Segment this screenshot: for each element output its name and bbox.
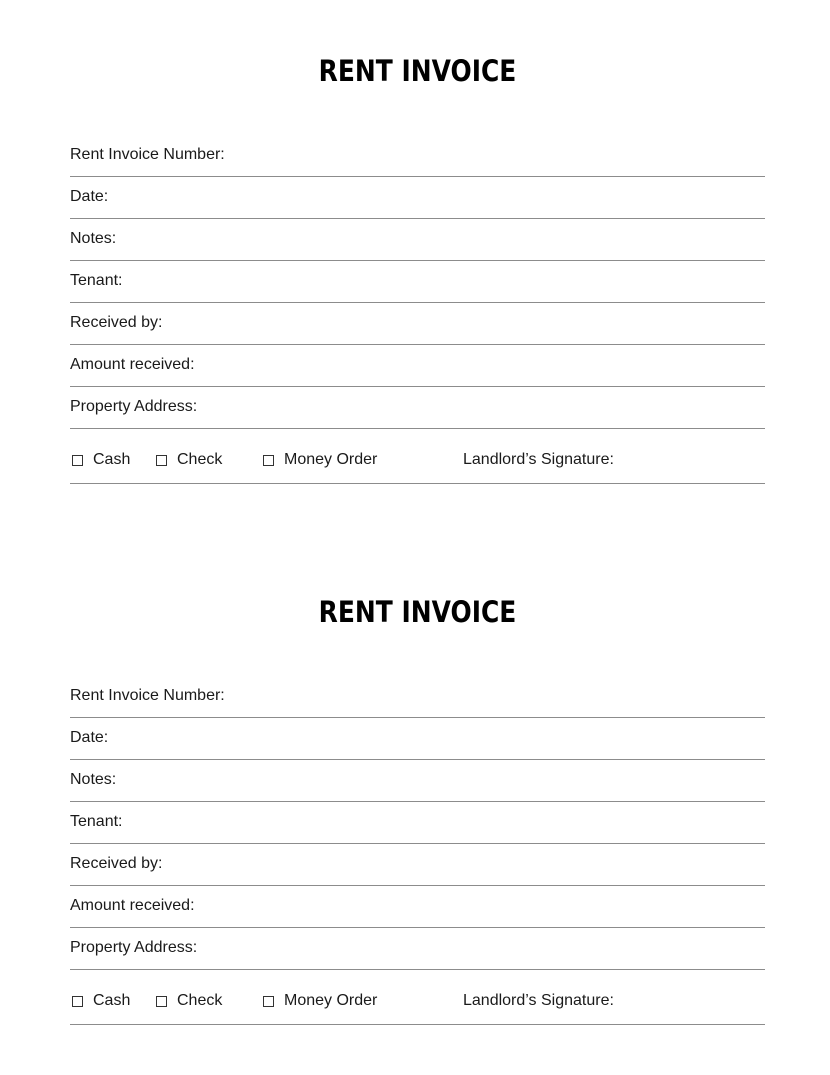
amount-received-label: Amount received: xyxy=(70,356,195,373)
cash-label: Cash xyxy=(93,451,131,468)
tenant-field[interactable] xyxy=(70,261,765,303)
property-address-field[interactable] xyxy=(70,928,765,970)
date-field[interactable] xyxy=(70,718,765,760)
money-order-label: Money Order xyxy=(284,992,378,1009)
invoice-number-field[interactable] xyxy=(70,676,765,718)
tenant-label: Tenant: xyxy=(70,272,123,289)
cash-checkbox[interactable] xyxy=(72,455,83,466)
invoice-title: RENT INVOICE xyxy=(318,595,517,629)
received-by-label: Received by: xyxy=(70,314,163,331)
notes-label: Notes: xyxy=(70,230,117,247)
date-field[interactable] xyxy=(70,177,765,219)
payment-method-row xyxy=(70,970,765,1025)
landlord-signature-label[interactable]: Landlord’s Signature: xyxy=(463,992,614,1009)
notes-field[interactable] xyxy=(70,760,765,802)
notes-field[interactable] xyxy=(70,219,765,261)
date-label: Date: xyxy=(70,188,109,205)
amount-received-label: Amount received: xyxy=(70,897,195,914)
check-option[interactable] xyxy=(156,451,222,469)
cash-label: Cash xyxy=(93,992,131,1009)
cash-checkbox[interactable] xyxy=(72,996,83,1007)
amount-received-field[interactable] xyxy=(70,345,765,387)
money-order-option[interactable] xyxy=(263,992,377,1010)
invoice-title: RENT INVOICE xyxy=(318,54,517,88)
property-address-label: Property Address: xyxy=(70,398,198,415)
check-label: Check xyxy=(177,992,223,1009)
money-order-checkbox[interactable] xyxy=(263,455,274,466)
invoice-number-label: Rent Invoice Number: xyxy=(70,687,225,704)
check-label: Check xyxy=(177,451,223,468)
check-checkbox[interactable] xyxy=(156,455,167,466)
landlord-signature-label[interactable]: Landlord’s Signature: xyxy=(463,451,614,468)
tenant-label: Tenant: xyxy=(70,813,123,830)
cash-option[interactable] xyxy=(72,451,130,469)
money-order-option[interactable] xyxy=(263,451,377,469)
received-by-field[interactable] xyxy=(70,303,765,345)
money-order-checkbox[interactable] xyxy=(263,996,274,1007)
received-by-label: Received by: xyxy=(70,855,163,872)
notes-label: Notes: xyxy=(70,771,117,788)
amount-received-field[interactable] xyxy=(70,886,765,928)
invoice-number-label: Rent Invoice Number: xyxy=(70,146,225,163)
cash-option[interactable] xyxy=(72,992,130,1010)
date-label: Date: xyxy=(70,729,109,746)
property-address-label: Property Address: xyxy=(70,939,198,956)
check-option[interactable] xyxy=(156,992,222,1010)
invoice-number-field[interactable] xyxy=(70,135,765,177)
money-order-label: Money Order xyxy=(284,451,378,468)
property-address-field[interactable] xyxy=(70,387,765,429)
received-by-field[interactable] xyxy=(70,844,765,886)
tenant-field[interactable] xyxy=(70,802,765,844)
check-checkbox[interactable] xyxy=(156,996,167,1007)
payment-method-row xyxy=(70,429,765,484)
